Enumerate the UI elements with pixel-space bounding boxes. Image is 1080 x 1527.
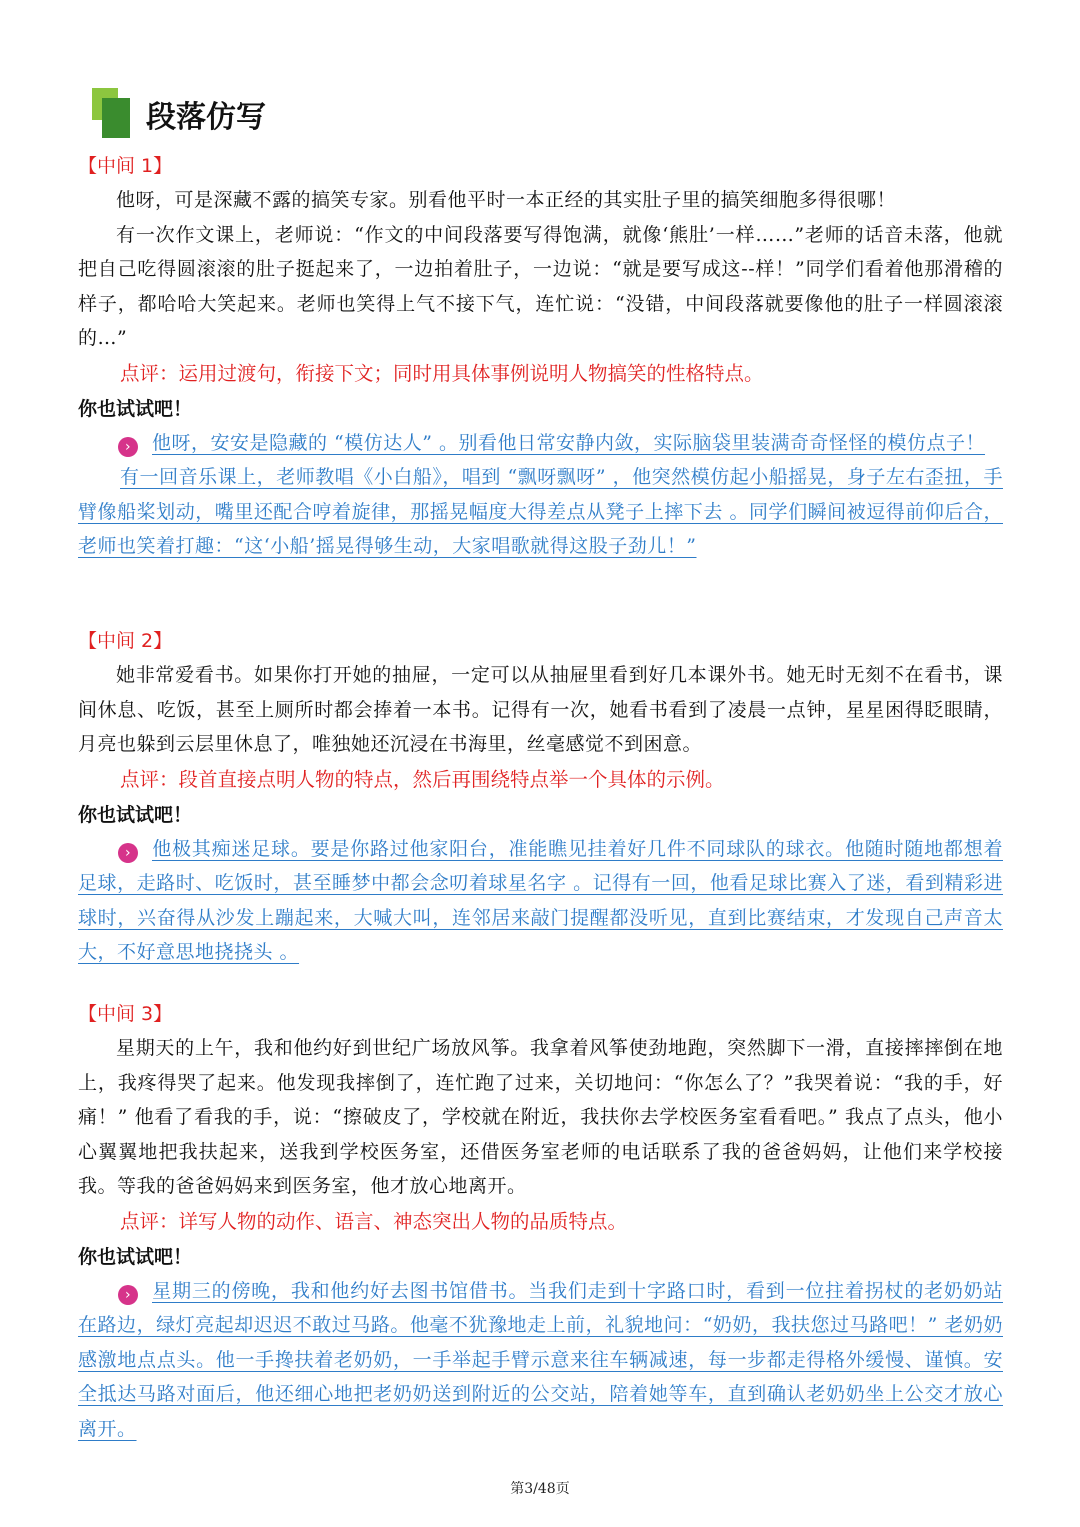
example-paragraph: 她非常爱看书。如果你打开她的抽屉，一定可以从抽屉里看到好几本课外书。她无时无刻不在看书，课间休息、吃饭，甚至上厕所时都会捧着一本书。记得有一次，她看书看到了凌晨一点钟，星星困得眨眼睛，月亮也躲到云层里休息了，唯独她还沉浸在书海里，丝毫感觉不到困意。 [78,664,1003,755]
comment-text: 点评：运用过渡句，衔接下文；同时用具体事例说明人物搞笑的性格特点。 [120,361,764,385]
answer-paragraph: 有一回音乐课上，老师教唱《小白船》，唱到 “飘呀飘呀” ，他突然模仿起小船摇晃，身子左右歪扭，手臂像船桨划动，嘴里还配合哼着旋律，那摇晃幅度大得差点从凳子上摔下去 。同学们瞬间被逗得前仰后合，老师也笑着打趣：“这‘小船’摇晃得够生动，大家唱歌就得这股子劲儿！” [78,466,1003,557]
try-it-label: 你也试试吧！ [78,803,193,826]
section-middle-1 [78,149,1003,564]
section-middle-3 [78,997,1003,1446]
comment-text: 点评：详写人物的动作、语言、神态突出人物的品质特点。 [120,1209,628,1233]
example-paragraph: 他呀，可是深藏不露的搞笑专家。别看他平时一本正经的其实肚子里的搞笑细胞多得很哪！ [116,189,897,211]
answer-paragraph: › 星期三的傍晚，我和他约好去图书馆借书。当我们走到十字路口时，看到一位拄着拐杖的老奶奶站在路边，绿灯亮起却迟迟不敢过马路。他毫不犹豫地走上前，礼貌地问：“奶奶，我扶您过马路吧！” 老奶奶感激地点点头。他一手搀扶着老奶奶，一手举起手臂示意来往车辆减速，每一步都走得格外缓慢、谨慎。安全抵达马路对面后，他还细心地把老奶奶送到附近的公交站，陪着她等车，直到确认老奶奶坐上公交才放心离开。 [78,1279,1003,1440]
section-label: 【中间 1】 [78,155,173,177]
example-paragraph: 星期天的上午，我和他约好到世纪广场放风筝。我拿着风筝使劲地跑，突然脚下一滑，直接摔摔倒在地上，我疼得哭了起来。他发现我摔倒了，连忙跑了过来，关切地问：“你怎么了？”我哭着说：“我的手，好痛！” 他看了看我的手，说：“擦破皮了，学校就在附近，我扶你去学校医务室看看吧。” 我点了点头，他小心翼翼地把我扶起来，送我到学校医务室，还借医务室老师的电话联系了我的爸爸妈妈，让他们来学校接我。等我的爸爸妈妈来到医务室，他才放心地离开。 [78,1037,1003,1197]
example-paragraph: 有一次作文课上，老师说：“作文的中间段落要写得饱满，就像‘熊肚’一样……”老师的话音未落，他就把自己吃得圆滚滚的肚子挺起来了，一边拍着肚子，一边说：“就是要写成这--样！”同学们看着他那滑稽的样子，都哈哈大笑起来。老师也笑得上气不接下气，连忙说：“没错，中间段落就要像他的肚子一样圆滚滚的…” [78,223,1003,349]
answer-paragraph: › 他极其痴迷足球。要是你路过他家阳台，准能瞧见挂着好几件不同球队的球衣。他随时随地都想着足球，走路时、吃饭时，甚至睡梦中都会念叨着球星名字 。记得有一回，他看足球比赛入了迷，看到精彩进球时，兴奋得从沙发上蹦起来，大喊大叫，连邻居来敲门提醒都没听见，直到比赛结束，才发现自己声音太大，不好意思地挠挠头 。 [78,837,1003,963]
chevron-right-icon: › [118,1285,138,1305]
chevron-right-icon: › [118,437,138,457]
answer-paragraph: › 他呀，安安是隐藏的 “模仿达人” 。别看他日常安静内敛，实际脑袋里装满奇奇怪怪的模仿点子！ [78,426,1003,461]
try-it-label: 你也试试吧！ [78,1245,193,1268]
try-it-label: 你也试试吧！ [78,397,193,420]
chevron-right-icon: › [118,843,138,863]
section-label: 【中间 3】 [78,1003,173,1025]
page-title: 段落仿写 [146,100,266,135]
comment-text: 点评：段首直接点明人物的特点，然后再围绕特点举一个具体的示例。 [120,767,725,791]
section-middle-2 [78,624,1003,970]
section-logo-icon [92,88,132,140]
section-label: 【中间 2】 [78,630,173,652]
page-number: 第3/48页 [510,1481,570,1497]
